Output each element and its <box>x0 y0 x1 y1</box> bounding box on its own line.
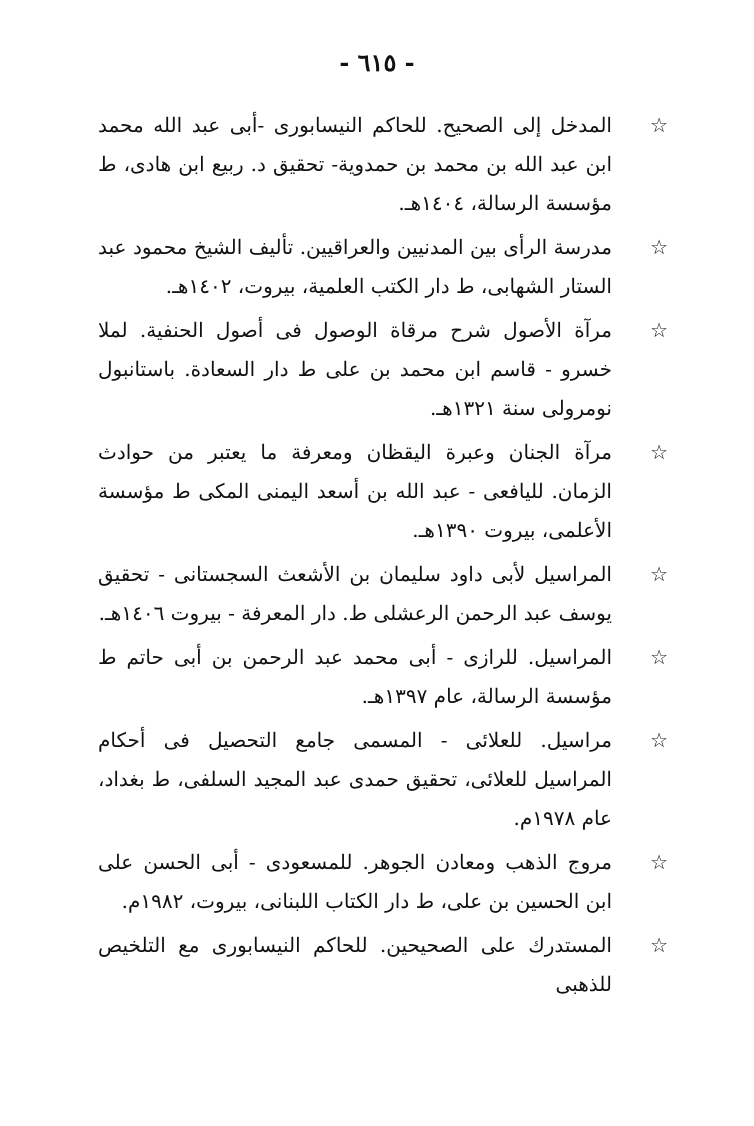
bibliography-list <box>98 106 668 1009</box>
entry-text: المراسيل. للرازى - أبى محمد عبد الرحمن بن أبى حاتم ط مؤسسة الرسالة، عام ١٣٩٧هـ. <box>98 645 612 708</box>
bibliography-entry <box>98 311 668 428</box>
entry-text: المراسيل لأبى داود سليمان بن الأشعث السجستانى - تحقيق يوسف عبد الرحمن الرعشلى ط. دار المعرفة - بيروت ١٤٠٦هـ. <box>98 562 612 625</box>
bibliography-entry <box>98 433 668 550</box>
entry-text: المستدرك على الصحيحين. للحاكم النيسابورى مع التلخيص للذهبى <box>98 933 612 996</box>
bibliography-entry <box>98 926 668 1004</box>
entry-text: المدخل إلى الصحيح. للحاكم النيسابورى -أبى عبد الله محمد ابن عبد الله بن محمد بن حمدوية- تحقيق د. ربيع ابن هادى، ط مؤسسة الرسالة، ١٤٠٤هـ. <box>98 113 612 215</box>
bibliography-entry <box>98 721 668 838</box>
star-icon: ☆ <box>650 318 668 342</box>
bibliography-entry <box>98 638 668 716</box>
star-icon: ☆ <box>650 645 668 669</box>
star-icon: ☆ <box>650 933 668 957</box>
entry-text: مرآة الجنان وعبرة اليقظان ومعرفة ما يعتبر من حوادث الزمان. لليافعى - عبد الله بن أسعد اليمنى المكى ط مؤسسة الأعلمى، بيروت ١٣٩٠هـ. <box>98 440 612 542</box>
bibliography-entry <box>98 106 668 223</box>
star-icon: ☆ <box>650 562 668 586</box>
page-number: - ٦١٥ - <box>339 48 415 77</box>
entry-text: مرآة الأصول شرح مرقاة الوصول فى أصول الحنفية. لملا خسرو - قاسم ابن محمد بن على ط دار السعادة. باستانبول نومرولى سنة ١٣٢١هـ. <box>98 318 612 420</box>
star-icon: ☆ <box>650 850 668 874</box>
entry-text: مروج الذهب ومعادن الجوهر. للمسعودى - أبى الحسن على ابن الحسين بن على، ط دار الكتاب اللبنانى، بيروت، ١٩٨٢م. <box>98 850 612 913</box>
bibliography-entry <box>98 843 668 921</box>
star-icon: ☆ <box>650 113 668 137</box>
star-icon: ☆ <box>650 728 668 752</box>
entry-text: مراسيل. للعلائى - المسمى جامع التحصيل فى أحكام المراسيل للعلائى، تحقيق حمدى عبد المجيد السلفى، ط بغداد، عام ١٩٧٨م. <box>98 728 612 830</box>
entry-text: مدرسة الرأى بين المدنيين والعراقيين. تأليف الشيخ محمود عبد الستار الشهابى، ط دار الكتب العلمية، بيروت، ١٤٠٢هـ. <box>98 235 612 298</box>
bibliography-entry <box>98 228 668 306</box>
bibliography-entry <box>98 555 668 633</box>
star-icon: ☆ <box>650 440 668 464</box>
star-icon: ☆ <box>650 235 668 259</box>
